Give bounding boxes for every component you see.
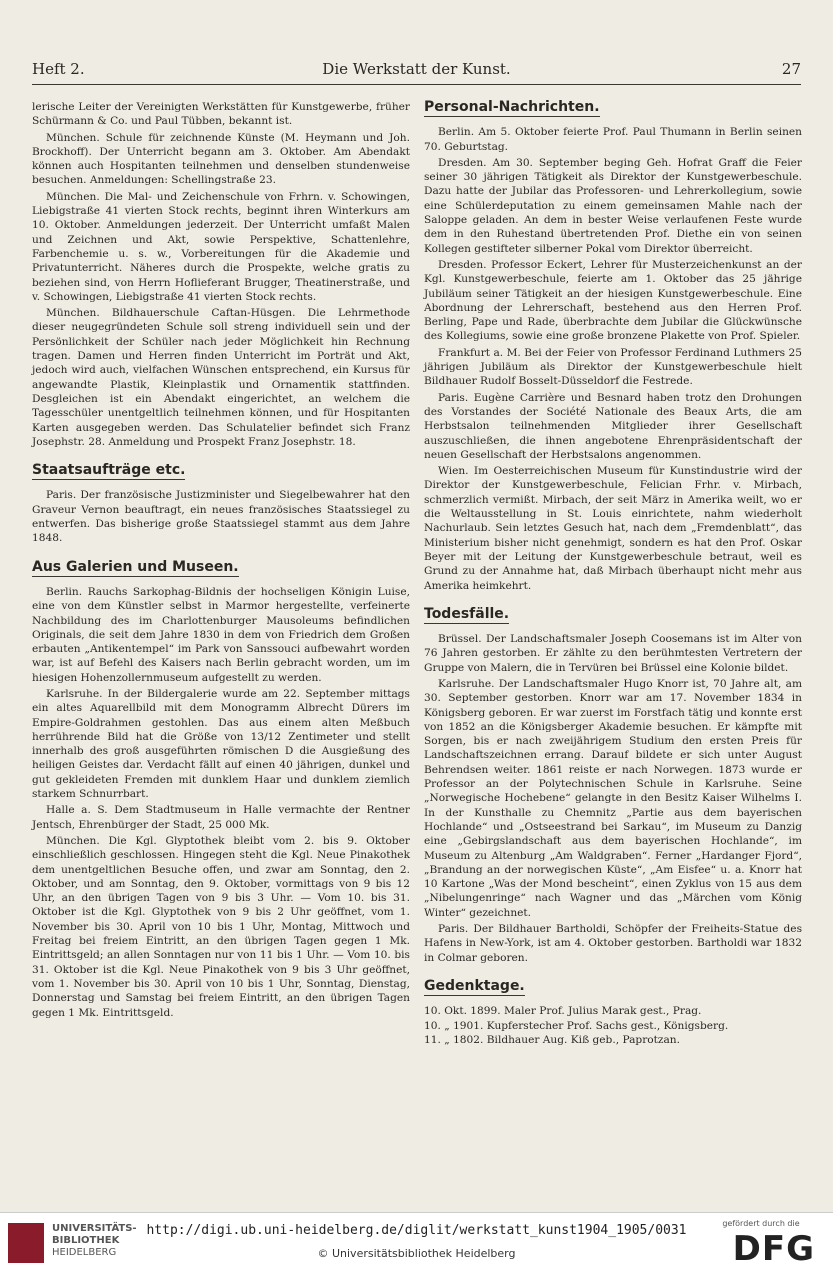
logo-line: HEIDELBERG	[52, 1247, 117, 1258]
paragraph: München. Bildhauerschule Caftan-Hüsgen. Die Lehrmethode dieser neugegründeten Schule soll streng individuell sein und der Persönlichkeit der Schüler nach jeder Möglichkeit hin Rechnung tragen. Damen und Herren finden Unterricht im Porträt und Akt, jedoch wird auch, vielfachen Wünschen entsprechend, ein Kursus für angewandte Plastik, Kleinplastik und Ornamentik stattfinden. Desgleichen ist ein Abendakt eingerichtet, an welchem die Tagesschüler unentgeltlich teilnehmen können, und für Hospitanten Karten ausgegeben werden. Das Schulatelier befindet sich Franz Josephstr. 28. Anmeldung und Prospekt Franz Josephstr. 18.	[32, 307, 410, 448]
list-item: 10. „ 1901. Kupferstecher Prof. Sachs gest., Königsberg.	[424, 1019, 729, 1032]
list-item: 10. Okt. 1899. Maler Prof. Julius Marak gest., Prag.	[424, 1005, 702, 1018]
logo-line: BIBLIOTHEK	[52, 1235, 120, 1246]
copyright-notice: © Universitätsbibliothek Heidelberg	[317, 1247, 516, 1260]
section-heading-personal: Personal-Nachrichten.	[424, 100, 600, 117]
section-heading-galerien: Aus Galerien und Museen.	[32, 560, 239, 577]
header-rule	[32, 84, 801, 85]
paragraph: Paris. Der Bildhauer Bartholdi, Schöpfer der Freiheits-Statue des Hafens in New-York, ist am 4. Oktober gestorben. Bartholdi war 1832 in Colmar geboren.	[424, 923, 802, 964]
paragraph: Wien. Im Oesterreichischen Museum für Kunstindustrie wird der Direktor der Kunstgewerbeschule, Felician Frhr. v. Mirbach, schmerzlich vermißt. Mirbach, der seit März in Amerika weilt, wo er die Weltausstellung in St. Louis einrichtete, nahm wiederholt Nachurlaub. Sein letztes Gesuch hat, nach dem „Fremdenblatt“, das Ministerium bisher nicht genehmigt, sondern es hat den Prof. Oskar Beyer mit der Leitung der Kunstgewerbeschule betraut, weil es Grund zu der Annahme hat, daß Mirbach überhaupt nicht mehr aus Amerika heimkehrt.	[424, 465, 802, 592]
dfg-logo[interactable]: DFG	[732, 1229, 815, 1269]
paragraph: Frankfurt a. M. Bei der Feier von Professor Ferdinand Luthmers 25 jährigen Jubiläum als Direktor der Kunstgewerbeschule hielt Bildhauer Rudolf Bosselt-Düsseldorf die Festrede.	[424, 346, 802, 388]
paragraph: Dresden. Am 30. September beging Geh. Hofrat Graff die Feier seiner 30 jährigen Tätigkeit als Direktor der Kunstgewerbeschule. Dazu hatte der Jubilar das Professoren- und Lehrerkollegium, sowie eine Schülerdeputation zu einem gemeinsamen Mahle nach der Saloppe geladen. An dem in bester Weise verlaufenen Feste wurde dem in den Ruhestand übertretenden Prof. Diethe ein von seinen Kollegen gestifteter silberner Pokal vom Direktor überreicht.	[424, 156, 802, 255]
paragraph: Paris. Der französische Justizminister und Siegelbewahrer hat den Graveur Vernon beauftragt, ein neues französisches Staatssiegel zu entwerfen. Das bisherige große Staatssiegel stammt aus dem Jahre 1848.	[32, 489, 410, 545]
section-heading-gedenktage: Gedenktage.	[424, 979, 525, 996]
paragraph: Brüssel. Der Landschaftsmaler Joseph Coosemans ist im Alter von 76 Jahren gestorben. Er zählte zu den berühmtesten Vertretern der Gruppe von Malern, die in Tervüren bei Brüssel eine Kolonie bildet.	[424, 633, 802, 674]
dfg-caption: gefördert durch die	[722, 1219, 800, 1228]
header-issue: Heft 2.	[32, 60, 85, 78]
viewer-footer	[0, 1212, 833, 1272]
section-heading-staatsauftraege: Staatsaufträge etc.	[32, 463, 185, 480]
gedenktage-list	[424, 1004, 802, 1047]
list-item: 11. „ 1802. Bildhauer Aug. Kiß geb., Paprotzan.	[424, 1033, 680, 1046]
paragraph: München. Schule für zeichnende Künste (M. Heymann und Joh. Brockhoff). Der Unterricht begann am 3. Oktober. Am Abendakt können auch Hospitanten teilnehmen und denselben stundenweise besuchen. Anmeldungen: Schellingstraße 23.	[32, 131, 410, 187]
paragraph: lerische Leiter der Vereinigten Werkstätten für Kunstgewerbe, früher Schürmann & Co. und Paul Tübben, bekannt ist.	[32, 101, 410, 128]
paragraph: Karlsruhe. Der Landschaftsmaler Hugo Knorr ist, 70 Jahre alt, am 30. September gestorben. Knorr war am 17. November 1834 in Königsberg geboren. Er war zuerst im Forstfach tätig und konnte erst von 1852 an die Königsberger Akademie besuchen. Er kämpfte mit Sorgen, bis er nach zweijährigem Studium den ersten Preis für Landschaftszeichnen errang. Darauf bildete er sich unter August Behrendsen weiter. 1861 reiste er nach Norwegen. 1873 wurde er Professor an der Polytechnischen Schule in Karlsruhe. Seine „Norwegische Hochebene“ gelangte in den Besitz Kaiser Wilhelms I. In der Kunsthalle zu Chemnitz „Partie aus dem bayerischen Hochlande“ und „Ostseestrand bei Sarkau“, im Museum zu Danzig eine „Gebirgslandschaft aus dem bayerischen Hochlande“, im Museum zu Altenburg „Am Waldgraben“. Ferner „Hardanger Fjord“, „Brandung an der norwegischen Küste“, „Am Eisfee“ u. a. Knorr hat 10 Kartone „Was der Mond bescheint“, einen Zyklus von 15 aus dem „Nibelungenringe“ nach Wagner und das „Märchen vom König Winter“ gezeichnet.	[424, 677, 802, 919]
header-page-number: 27	[781, 60, 801, 78]
right-column	[424, 100, 802, 1047]
permalink-url[interactable]: http://digi.ub.uni-heidelberg.de/diglit/werkstatt_kunst1904_1905/0031	[146, 1223, 687, 1238]
paragraph: Paris. Eugène Carrière und Besnard haben trotz den Drohungen des Vorstandes der Société Nationale des Beaux Arts, die am Herbstsalon teilnehmenden Mitglieder ihrer Gesellschaft auszuschließen, die ihnen angebotene Ehrenpräsidentschaft der neuen Gesellschaft der Herbstsalons angenommen.	[424, 391, 802, 461]
header-title: Die Werkstatt der Kunst.	[322, 60, 511, 78]
section-heading-todesfaelle: Todesfälle.	[424, 607, 509, 624]
left-column	[32, 100, 410, 1022]
paragraph: Karlsruhe. In der Bildergalerie wurde am 22. September mittags ein altes Aquarellbild mit dem Monogramm Albrecht Dürers im Empire-Goldrahmen gestohlen. Das aus einem alten Meßbuch herrührende Bild hat die Größe von 13/12 Zentimeter und stellt innerhalb des groß ausgeführten römischen D die Ausgießung des heiligen Geistes dar. Verdacht fällt auf einen 40 jährigen, dunkel und gut gekleideten Fremden mit dunklem Haar und dunklem ziemlich starkem Schnurrbart.	[32, 687, 410, 801]
paragraph: Dresden. Professor Eckert, Lehrer für Musterzeichenkunst an der Kgl. Kunstgewerbeschule, feierte am 1. Oktober das 25 jährige Jubiläum seiner Tätigkeit an der hiesigen Kunstgewerbeschule. Eine Abordnung der Lehrerschaft, bestehend aus den Herren Prof. Berling, Pape und Rade, überbrachte dem Jubilar die Glückwünsche des Kollegiums, sowie eine große bronzene Plakette von Prof. Spieler.	[424, 258, 802, 343]
paragraph: Berlin. Rauchs Sarkophag-Bildnis der hochseligen Königin Luise, eine von dem Künstler selbst in Marmor hergestellte, verfeinerte Nachbildung des im Charlottenburger Mausoleums befindlichen Originals, die seit dem Jahre 1830 in dem von Friedrich dem Großen erbauten „Antikentempel“ im Park von Sanssouci aufbewahrt worden war, ist auf Befehl des Kaisers nach Berlin gebracht worden, um im hiesigen Hohenzollernmuseum aufgestellt zu werden.	[32, 585, 410, 684]
paragraph: Halle a. S. Dem Stadtmuseum in Halle vermachte der Rentner Jentsch, Ehrenbürger der Stadt, 25 000 Mk.	[32, 804, 410, 831]
paragraph: Berlin. Am 5. Oktober feierte Prof. Paul Thumann in Berlin seinen 70. Geburtstag.	[424, 126, 802, 153]
paragraph: München. Die Kgl. Glyptothek bleibt vom 2. bis 9. Oktober einschließlich geschlossen. Hingegen steht die Kgl. Neue Pinakothek dem unentgeltlichen Besuche offen, und zwar am Sonntag, den 2. Oktober, und am Sonntag, den 9. Oktober, vormittags von 9 bis 12 Uhr, an den übrigen Tagen von 9 bis 3 Uhr. — Vom 10. bis 31. Oktober ist die Kgl. Glyptothek von 9 bis 2 Uhr geöffnet, vom 1. November bis 30. April von 10 bis 1 Uhr, Montag, Mittwoch und Freitag bei freiem Eintritt, an den übrigen Tagen gegen 1 Mk. Eintrittsgeld; an allen Sonntagen nur von 11 bis 1 Uhr. — Vom 10. bis 31. Oktober ist die Kgl. Neue Pinakothek von 9 bis 3 Uhr geöffnet, vom 1. November bis 30. April von 10 bis 1 Uhr, Sonntag, Dienstag, Donnerstag und Samstag bei freiem Eintritt, an den übrigen Tagen gegen 1 Mk. Eintrittsgeld.	[32, 834, 410, 1019]
paragraph: München. Die Mal- und Zeichenschule von Frhrn. v. Schowingen, Liebigstraße 41 vierten Stock rechts, beginnt ihren Winterkurs am 10. Oktober. Anmeldungen jederzeit. Der Unterricht umfaßt Malen und Zeichnen und Akt, sowie Perspektive, Schattenlehre, Farbenchemie u. s. w., Vorbereitungen für die Akademie und Privatunterricht. Näheres durch die Prospekte, welche gratis zu beziehen sind, von Herrn Hoflieferant Brugger, Theatinerstraße, und v. Schowingen, Liebigstraße 41 vierten Stock rechts.	[32, 190, 410, 303]
running-header	[32, 58, 801, 84]
logo-line: UNIVERSITÄTS-	[52, 1223, 137, 1234]
